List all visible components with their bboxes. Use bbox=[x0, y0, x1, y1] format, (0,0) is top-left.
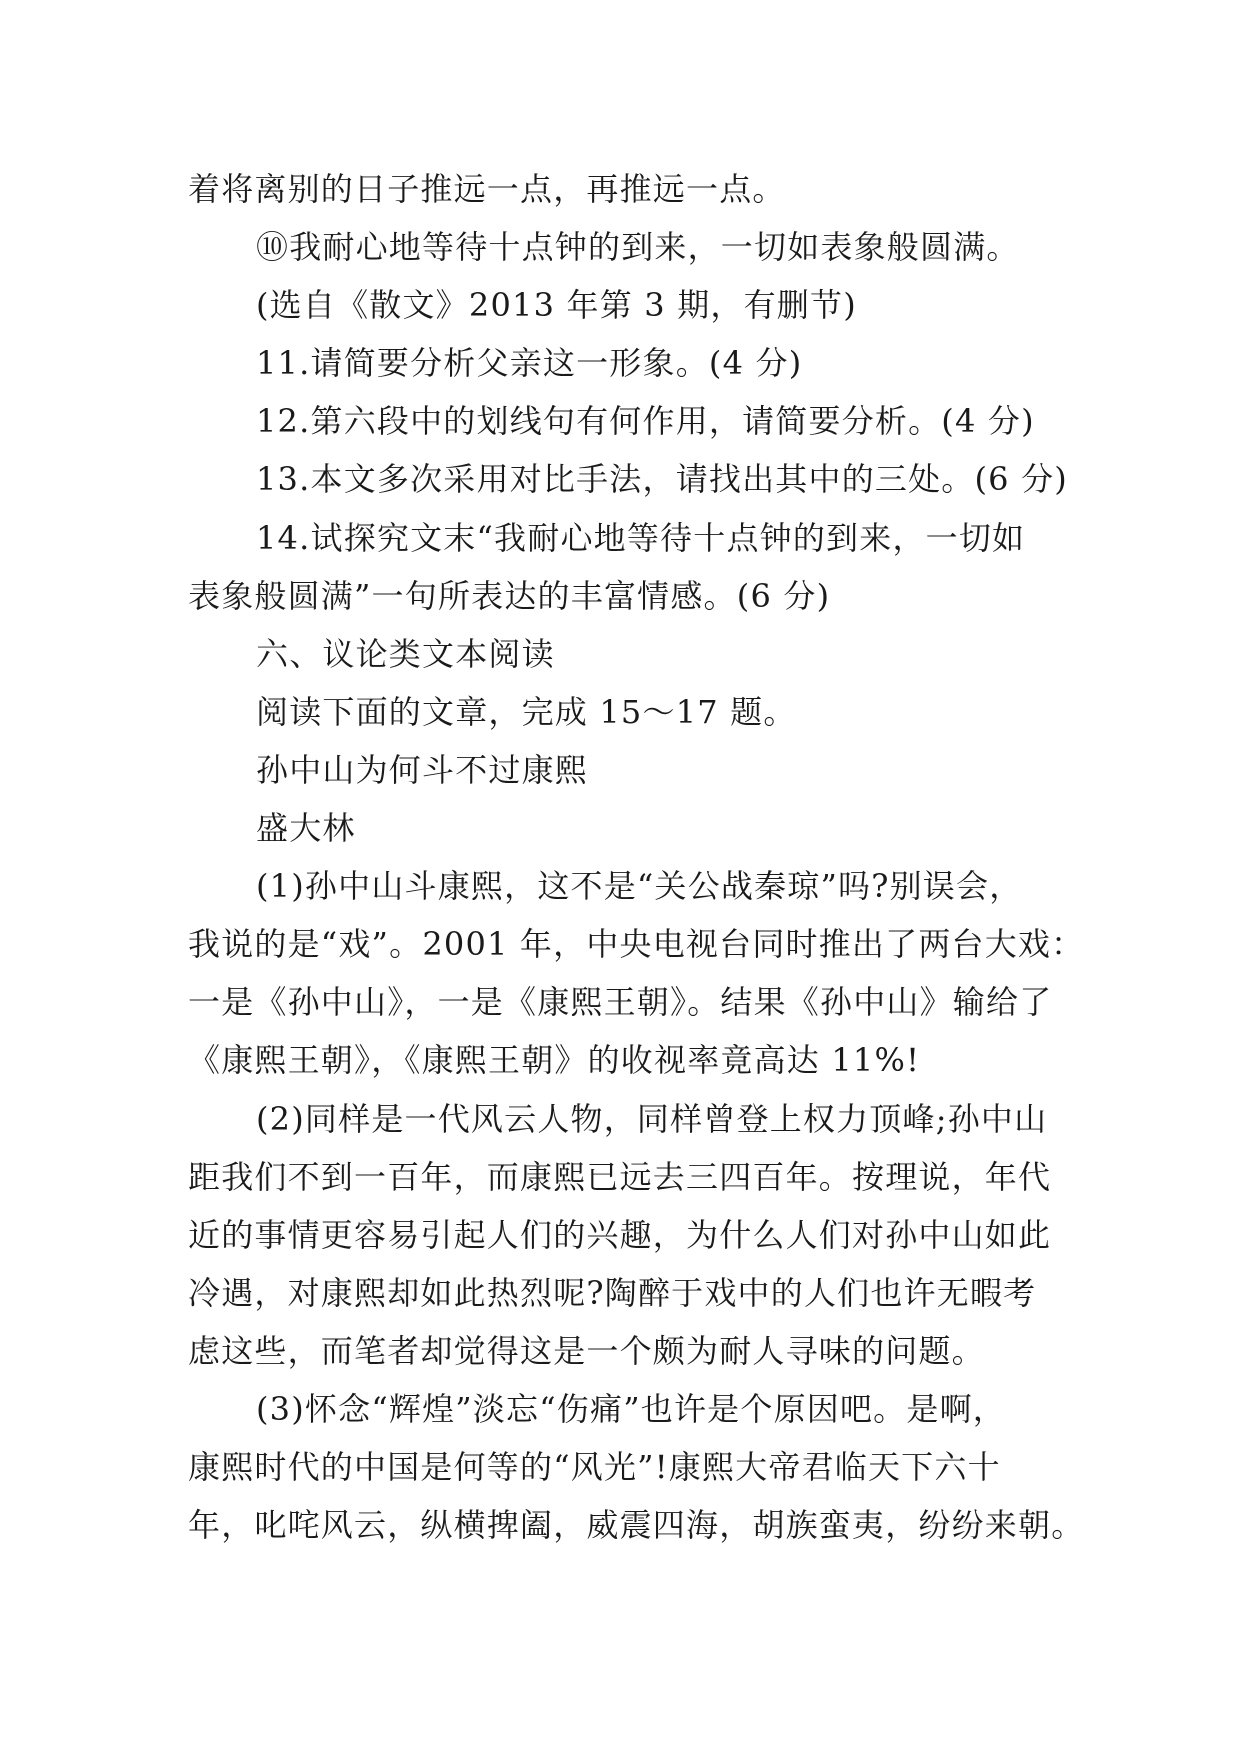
text-line: 12.第六段中的划线句有何作用，请简要分析。(4 分) bbox=[256, 402, 1035, 441]
text-line: 11.请简要分析父亲这一形象。(4 分) bbox=[256, 344, 803, 383]
text-line: (1)孙中山斗康熙，这不是“关公战秦琼”吗?别误会， bbox=[256, 867, 1023, 906]
text-line: (2)同样是一代风云人物，同样曾登上权力顶峰;孙中山 bbox=[256, 1099, 1048, 1138]
text-line: 距我们不到一百年，而康熙已远去三四百年。按理说，年代 bbox=[188, 1157, 1052, 1196]
text-line: 近的事情更容易引起人们的兴趣，为什么人们对孙中山如此 bbox=[188, 1215, 1052, 1254]
text-line: 14.试探究文末“我耐心地等待十点钟的到来，一切如 bbox=[256, 518, 1026, 557]
text-line: 年，叱咤风云，纵横捭阖，威震四海，胡族蛮夷，纷纷来朝。 bbox=[188, 1506, 1085, 1545]
text-line: (选自《散文》2013 年第 3 期，有删节) bbox=[256, 286, 857, 325]
text-line: 盛大林 bbox=[256, 809, 356, 848]
text-line: 冷遇，对康熙却如此热烈呢?陶醉于戏中的人们也许无暇考 bbox=[188, 1273, 1037, 1312]
text-line: (3)怀念“辉煌”淡忘“伤痛”也许是个原因吧。是啊， bbox=[256, 1389, 1006, 1428]
text-line: 阅读下面的文章，完成 15～17 题。 bbox=[256, 692, 797, 731]
text-line: 康熙时代的中国是何等的“风光”!康熙大帝君临天下六十 bbox=[188, 1448, 1001, 1487]
text-line: 13.本文多次采用对比手法，请找出其中的三处。(6 分) bbox=[256, 460, 1068, 499]
text-line: 我说的是“戏”。2001 年，中央电视台同时推出了两台大戏： bbox=[188, 925, 1085, 964]
text-line: 虑这些，而笔者却觉得这是一个颇为耐人寻味的问题。 bbox=[188, 1331, 985, 1370]
text-line: 孙中山为何斗不过康熙 bbox=[256, 750, 589, 789]
text-line: ⑩我耐心地等待十点钟的到来，一切如表象般圆满。 bbox=[256, 228, 1020, 267]
text-line: 《康熙王朝》，《康熙王朝》的收视率竟高达 11%! bbox=[188, 1041, 921, 1080]
text-line: 一是《孙中山》，一是《康熙王朝》。结果《孙中山》输给了 bbox=[188, 983, 1053, 1022]
text-line: 表象般圆满”一句所表达的丰富情感。(6 分) bbox=[188, 576, 831, 615]
text-line: 着将离别的日子推远一点，再推远一点。 bbox=[188, 170, 786, 208]
document-body bbox=[188, 160, 1085, 1554]
text-line: 六、议论类文本阅读 bbox=[256, 634, 555, 673]
